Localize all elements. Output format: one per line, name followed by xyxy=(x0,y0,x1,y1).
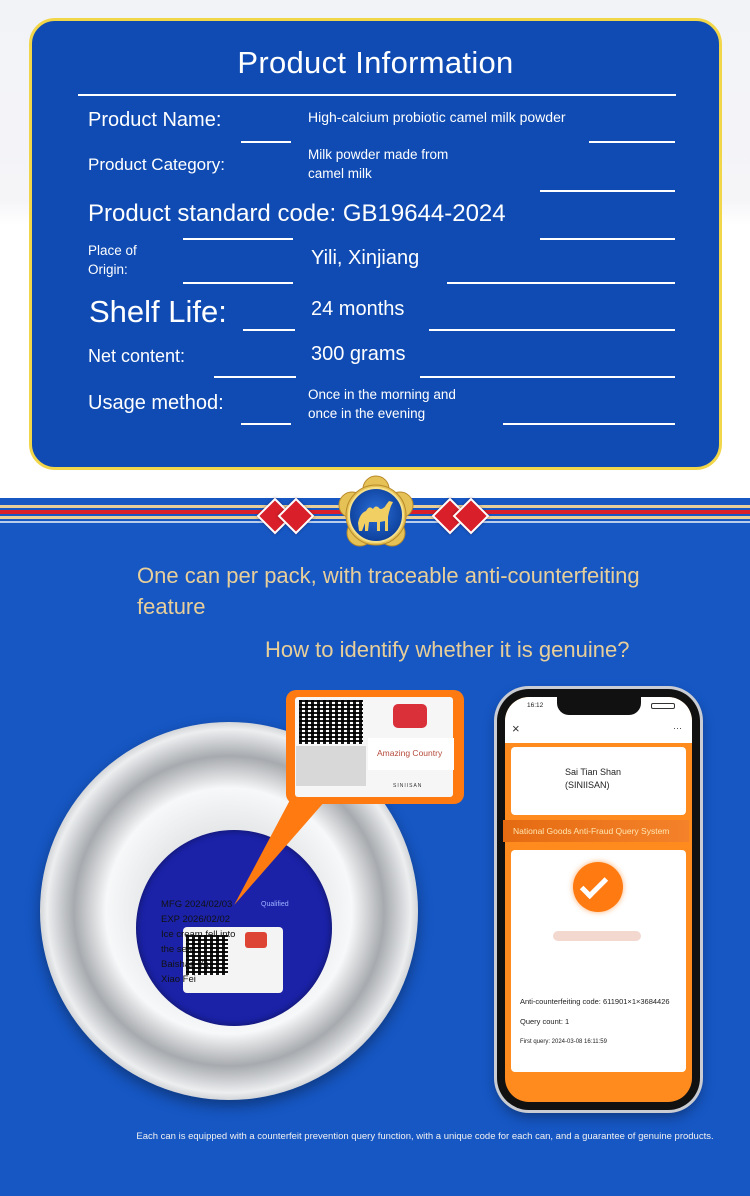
camel-emblem-icon xyxy=(336,475,416,555)
lid-qualified-text: Qualified xyxy=(261,901,289,908)
net-content-value: 300 grams xyxy=(311,343,406,365)
phone-status-time: 16:12 xyxy=(527,702,544,709)
brand-name-line2: (SINIISAN) xyxy=(565,780,610,790)
close-icon[interactable]: × xyxy=(512,721,520,736)
product-name-label: Product Name: xyxy=(88,109,222,131)
divider xyxy=(429,329,675,331)
usage-method-label: Usage method: xyxy=(88,392,224,414)
lid-text-line: Baishan Ya xyxy=(161,959,209,970)
more-menu-icon[interactable]: ··· xyxy=(673,723,682,733)
divider xyxy=(241,423,291,425)
phone-status-icons xyxy=(651,703,675,709)
origin-label-line1: Place of xyxy=(88,243,137,258)
callout-brand-text: SINIISAN xyxy=(393,783,423,789)
lid-text-line: MFG 2024/02/03 xyxy=(161,899,233,910)
callout-red-seal xyxy=(393,704,427,728)
divider xyxy=(420,376,675,378)
result-blurred-text xyxy=(553,931,641,941)
usage-method-value-line2: once in the evening xyxy=(308,406,426,421)
how-to-identify-heading: How to identify whether it is genuine? xyxy=(265,637,630,662)
anti-counterfeit-tagline: One can per pack, with traceable anti-counterfeiting feature xyxy=(137,563,640,619)
divider xyxy=(503,423,675,425)
divider xyxy=(241,141,291,143)
lid-text-line: the sea xyxy=(161,944,193,955)
divider xyxy=(183,282,293,284)
callout-label-text: Amazing Country xyxy=(377,748,443,758)
title-divider xyxy=(78,94,676,96)
brand-name-line1: Sai Tian Shan xyxy=(565,767,622,777)
phone-notch xyxy=(557,697,641,715)
origin-value: Yili, Xinjiang xyxy=(311,247,420,269)
first-query-time: First query: 2024-03-08 16:11:59 xyxy=(520,1039,607,1045)
product-category-value-line1: Milk powder made from xyxy=(308,147,449,162)
divider xyxy=(214,376,296,378)
product-info-card xyxy=(29,18,722,470)
anti-counterfeit-code: Anti-counterfeiting code: 611901×1×3684426 xyxy=(520,997,670,1006)
net-content-label: Net content: xyxy=(88,346,186,366)
callout-qr-code xyxy=(299,700,363,744)
divider xyxy=(540,190,675,192)
lid-text-line: Ice cream fell into xyxy=(161,929,236,940)
product-category-label: Product Category: xyxy=(88,155,226,174)
origin-label-line2: Origin: xyxy=(88,262,128,277)
footnote-text: Each can is equipped with a counterfeit prevention query function, with a unique code for each can, and a guarantee of genuine products. xyxy=(136,1131,714,1142)
divider xyxy=(243,329,295,331)
lid-text-line: EXP 2026/02/02 xyxy=(161,914,231,925)
lid-text-line: Xiao Fei xyxy=(161,974,196,985)
divider xyxy=(183,238,293,240)
product-name-value: High-calcium probiotic camel milk powder xyxy=(308,109,566,125)
query-system-banner: National Goods Anti-Fraud Query System xyxy=(503,820,689,842)
product-info-title: Product Information xyxy=(237,45,514,80)
shelf-life-label: Shelf Life: xyxy=(89,294,227,329)
callout-label-stripe xyxy=(296,746,366,786)
usage-method-value-line1: Once in the morning and xyxy=(308,387,456,402)
divider xyxy=(589,141,675,143)
shelf-life-value: 24 months xyxy=(311,298,405,320)
standard-code-label: Product standard code: GB19644-2024 xyxy=(88,200,506,227)
query-count: Query count: 1 xyxy=(520,1017,570,1026)
lid-red-seal xyxy=(245,932,267,948)
product-category-value-line2: camel milk xyxy=(308,166,372,181)
divider xyxy=(540,238,675,240)
divider xyxy=(447,282,675,284)
